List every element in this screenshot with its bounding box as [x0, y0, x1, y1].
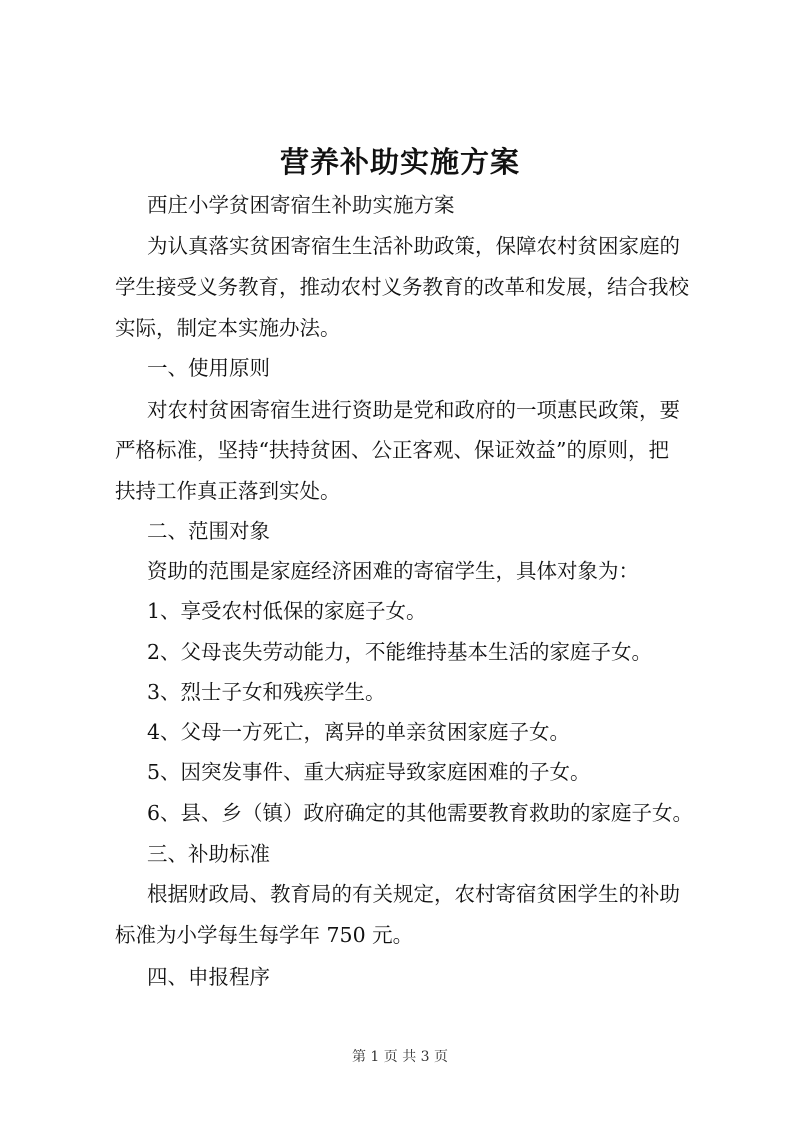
list-item: 3、烈士子女和残疾学生。	[147, 680, 386, 704]
subtitle-line: 西庄小学贫困寄宿生补助实施方案	[147, 193, 455, 217]
paragraph-line: 为认真落实贫困寄宿生生活补助政策，保障农村贫困家庭的	[147, 234, 680, 258]
section-heading: 二、范围对象	[147, 519, 270, 543]
paragraph-line: 资助的范围是家庭经济困难的寄宿学生，具体对象为：	[147, 559, 639, 583]
document-title: 营养补助实施方案	[279, 145, 520, 179]
section-heading: 三、补助标准	[147, 842, 270, 866]
list-item: 2、父母丧失劳动能力，不能维持基本生活的家庭子女。	[147, 640, 653, 664]
list-item: 1、享受农村低保的家庭子女。	[147, 599, 427, 623]
list-item: 4、父母一方死亡，离异的单亲贫困家庭子女。	[147, 720, 571, 744]
paragraph-line: 对农村贫困寄宿生进行资助是党和政府的一项惠民政策，要	[147, 398, 680, 422]
paragraph-line: 严格标准，坚持“扶持贫困、公正客观、保证效益”的原则，把	[115, 438, 669, 462]
section-heading: 四、申报程序	[147, 965, 270, 989]
list-item: 6、县、乡（镇）政府确定的其他需要教育救助的家庭子女。	[147, 801, 694, 825]
paragraph-line: 扶持工作真正落到实处。	[115, 479, 341, 503]
paragraph-line: 实际，制定本实施办法。	[115, 316, 341, 340]
paragraph-line: 根据财政局、教育局的有关规定，农村寄宿贫困学生的补助	[147, 882, 680, 906]
paragraph-line: 标准为小学每生每学年 750 元。	[115, 923, 414, 947]
section-heading: 一、使用原则	[147, 356, 270, 380]
paragraph-line: 学生接受义务教育，推动农村义务教育的改革和发展，结合我校	[115, 275, 689, 299]
page-number: 第 1 页 共 3 页	[351, 1049, 449, 1065]
list-item: 5、因突发事件、重大病症导致家庭困难的子女。	[147, 760, 591, 784]
